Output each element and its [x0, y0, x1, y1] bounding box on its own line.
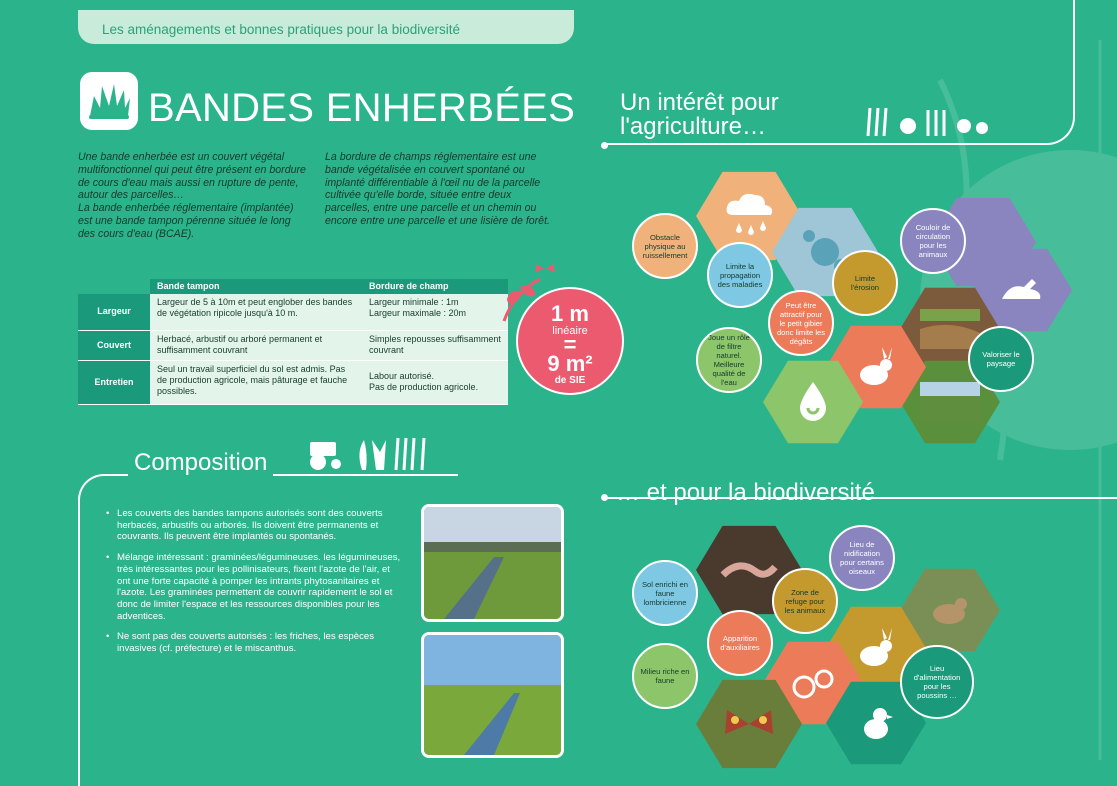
intro-text-1: Une bande enherbée est un couvert végétal multifonctionnel qui peut être présent en bordure de cours d'eau mais aussi en rupture de pente, autour des parcelles…	[78, 151, 306, 202]
agri-title-2: l'agriculture…	[620, 113, 766, 140]
table-cell: Simples repousses suffisamment couvrant	[362, 330, 508, 360]
plant-icons	[864, 104, 992, 138]
label-obstacle: Obstacle physique au ruissellement	[632, 213, 698, 279]
grass-strip-photo-2	[421, 632, 564, 758]
table-cell-line: Pas de production agricole.	[369, 382, 479, 392]
table-cell: Herbacé, arbustif ou arboré permanent et suffisamment couvrant	[150, 330, 362, 360]
table-cell: Largeur de 5 à 10m et peut englober des bandes de végétation ripicole jusqu'à 10 m.	[150, 294, 362, 330]
badge-equals: =	[563, 332, 577, 357]
label-refuge: Zone de refuge pour les animaux	[772, 568, 838, 634]
badge-1m: 1 m	[551, 301, 589, 326]
table-cell-line: Largeur maximale : 20m	[369, 308, 467, 318]
table-cell: Seul un travail superficiel du sol est admis. Pas de production agricole, mais pâturage et fauche possibles.	[150, 360, 362, 404]
label-milieu: Milieu riche en faune	[632, 643, 698, 709]
label-nidif: Lieu de nidification pour certains oiseaux	[829, 525, 895, 591]
label-couloir: Couloir de circulation pour les animaux	[900, 208, 966, 274]
agri-title-dot	[601, 142, 608, 149]
composition-list	[106, 508, 404, 664]
table-cell-line: Labour autorisé.	[369, 371, 435, 381]
list-item: • Mélange intéressant : graminées/légumineuses. les légumineuses, très intéressantes pour les pollinisateurs, fixent l'azote de l'air, et ont une forte capacité à pomper les intrants phytosanitaires et l'azote. Les graminées permettent de couvrir rapidement le sol et donc de limiter l'espace et les ressources disponibles pour les adventices.	[106, 552, 404, 622]
intro-column-2	[325, 151, 557, 228]
label-erosion: Limite l'érosion	[832, 250, 898, 316]
row-label: Entretien	[78, 360, 150, 404]
label-alim: Lieu d'alimentation pour les poussins …	[900, 645, 974, 719]
table-cell	[362, 294, 508, 330]
table-row	[78, 360, 508, 404]
badge-9m2: 9 m²	[547, 351, 593, 376]
row-label: Couvert	[78, 330, 150, 360]
badge-lineaire: linéaire	[552, 325, 588, 337]
intro-text-1b: La bande enherbée réglementaire (implantée) est une bande tampon pérenne située le long des cours d'eau (BCAE).	[78, 202, 294, 240]
label-gibier: Peut être attractif pour le petit gibier donc limite les dégâts	[768, 290, 834, 356]
table-cell-line: Largeur minimale : 1m	[369, 297, 459, 307]
grass-strip-photo-1	[421, 504, 564, 622]
farming-icons	[306, 432, 456, 472]
badge-sie: de SIE	[554, 375, 586, 386]
page-title: BANDES ENHERBÉES	[148, 86, 576, 130]
row-label: Largeur	[78, 294, 150, 330]
grass-logo-icon	[80, 72, 138, 130]
header-bordure-champ: Bordure de champ	[362, 279, 508, 294]
table-row	[78, 294, 508, 330]
label-maladies: Limite la propagation des maladies	[707, 242, 773, 308]
sie-equivalence-badge	[516, 287, 624, 395]
list-item: • Ne sont pas des couverts autorisés : les friches, les espèces invasives (cf. préfecture) et le miscanthus.	[106, 631, 404, 654]
label-auxil: Apparition d'auxiliaires	[707, 610, 773, 676]
label-filtre: Joue un rôle de filtre naturel. Meilleure qualité de l'eau	[696, 327, 762, 393]
bio-title-dot	[601, 494, 608, 501]
label-paysage: Valoriser le paysage	[968, 326, 1034, 392]
bio-title: … et pour la biodiversité	[616, 479, 875, 506]
header-bande-tampon: Bande tampon	[150, 279, 362, 294]
intro-text-2: La bordure de champs réglementaire est une bande végétalisée en couvert spontané ou implanté différentiable à l'œil nu de la parcelle cultivée qu'elle borde, située entre deux parcelles, entre une parcelle et un chemin ou encore entre une parcelle et une lisière de forêt.	[325, 151, 550, 227]
section-banner: Les aménagements et bonnes pratiques pour la biodiversité	[78, 10, 574, 44]
label-sol: Sol enrichi en faune lombricienne	[632, 560, 698, 626]
comparison-table	[78, 279, 508, 405]
agri-title-1: Un intérêt pour	[620, 89, 779, 116]
table-cell	[362, 360, 508, 404]
intro-column-1	[78, 151, 308, 241]
composition-title: Composition	[128, 449, 273, 477]
list-item: • Les couverts des bandes tampons autorisés sont des couverts herbacés, arbustifs ou arborés. Ils doivent être permanents et couvrants. Ils peuvent être implantés ou spontanés.	[106, 508, 404, 543]
table-row	[78, 330, 508, 360]
